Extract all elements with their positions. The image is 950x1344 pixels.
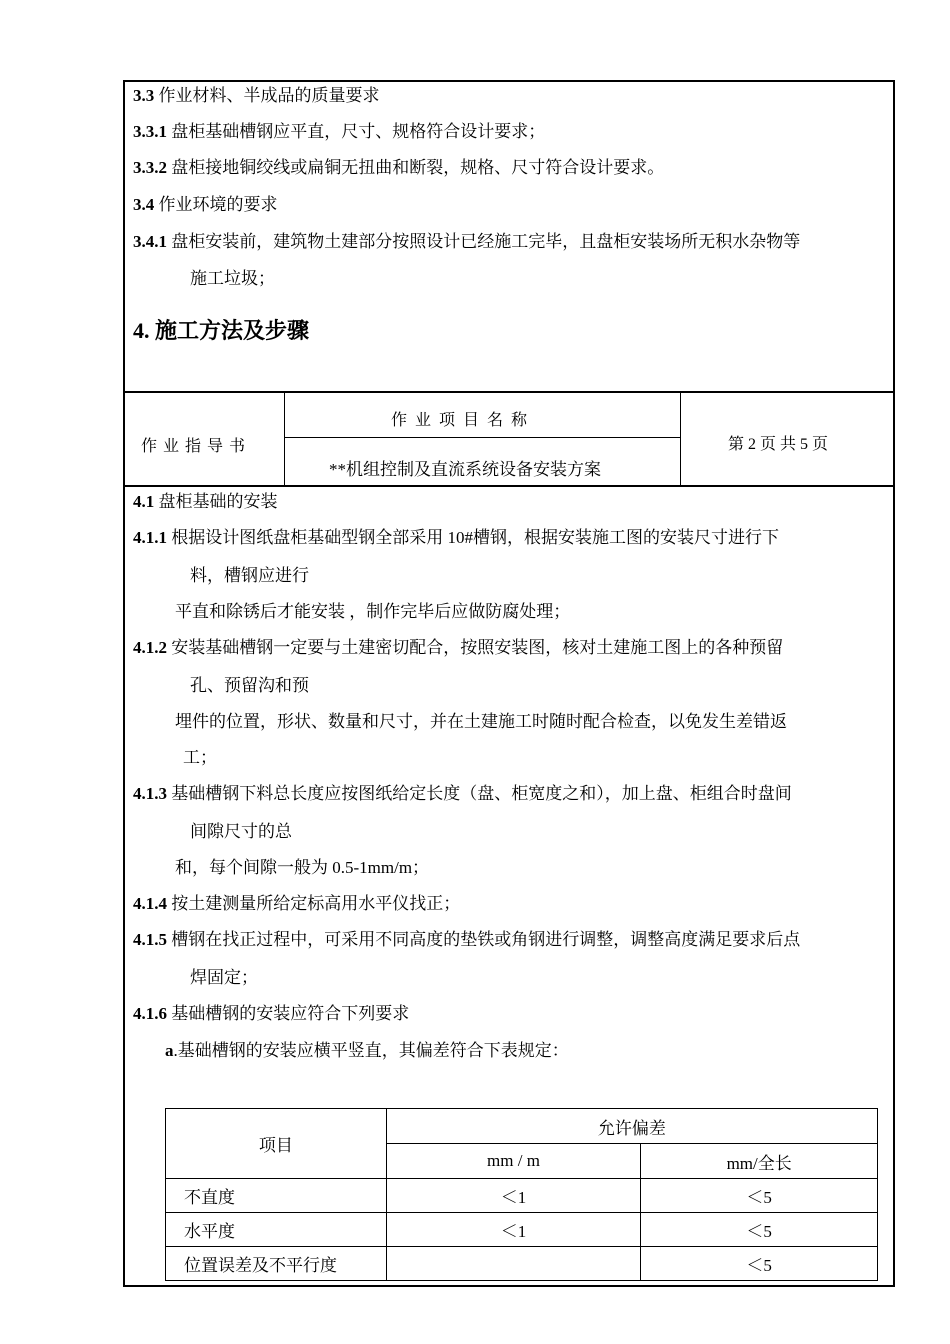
project-name-value: **机组控制及直流系统设备安装方案 — [329, 460, 601, 479]
clause-number: 3.3 — [133, 86, 155, 105]
clause-number: 3.3.1 — [133, 122, 167, 141]
clause-letter: a — [165, 1041, 174, 1060]
clause-4-1-6-a — [165, 1040, 569, 1062]
clause-text: 安装基础槽钢一定要与土建密切配合，按照安装图，核对土建施工图上的各种预留 — [167, 638, 784, 657]
table-row — [166, 1247, 878, 1281]
table-header-allowance: 允许偏差 — [386, 1109, 877, 1144]
project-name-label: 作 业 项 目 名 称 — [391, 412, 530, 429]
table-cell-full-length: ＜5 — [641, 1179, 878, 1213]
page-indicator: 第 2 页 共 5 页 — [728, 436, 829, 453]
clause-4-1-4 — [133, 893, 460, 915]
clause-text: 盘柜安装前，建筑物土建部分按照设计已经施工完毕，且盘柜安装场所无积水杂物等 — [167, 232, 801, 251]
clause-text: .基础槽钢的安装应横平竖直，其偏差符合下表规定： — [173, 1041, 569, 1060]
clause-4-1-2-continuation-2: 埋件的位置，形状、数量和尺寸，并在土建施工时随时配合检查，以免发生差错返 — [175, 712, 787, 731]
clause-text: 按土建测量所给定标高用水平仪找正； — [167, 894, 461, 913]
clause-4-1-3-continuation: 间隙尺寸的总 — [190, 822, 292, 841]
table-cell-item: 水平度 — [166, 1213, 387, 1247]
table-cell-per-meter — [386, 1247, 641, 1281]
table-header-row — [166, 1109, 878, 1144]
clause-4-1-2-continuation: 孔、预留沟和预 — [190, 676, 309, 695]
clause-text: 基础槽钢的安装应符合下列要求 — [167, 1004, 410, 1023]
table-cell-per-meter: ＜1 — [386, 1213, 641, 1247]
clause-number: 3.4 — [133, 195, 155, 214]
clause-number: 4.1.3 — [133, 784, 167, 803]
clause-text: 盘柜基础的安装 — [154, 492, 278, 511]
clause-3-3 — [133, 85, 380, 107]
clause-number: 4.1.2 — [133, 638, 167, 657]
clause-4-1-2-continuation-3: 工； — [183, 748, 217, 767]
clause-4-1-5 — [133, 929, 800, 951]
clause-3-4 — [133, 194, 278, 216]
clause-3-4-1 — [133, 231, 800, 253]
document-header — [123, 391, 895, 487]
clause-text: 盘柜接地铜绞线或扁铜无扭曲和断裂，规格、尺寸符合设计要求。 — [167, 158, 665, 177]
clause-4-1-6 — [133, 1003, 409, 1025]
table-row — [166, 1213, 878, 1247]
clause-text: 根据设计图纸盘柜基础型钢全部采用 10#槽钢，根据安装施工图的安装尺寸进行下 — [167, 528, 779, 547]
clause-4-1 — [133, 491, 278, 513]
clause-text: 作业材料、半成品的质量要求 — [154, 86, 380, 105]
clause-number: 4.1.1 — [133, 528, 167, 547]
clause-4-1-1-continuation-2: 平直和除锈后才能安装 ，制作完毕后应做防腐处理； — [175, 602, 571, 621]
table-cell-per-meter: ＜1 — [386, 1179, 641, 1213]
table-subheader-full-length: mm/全长 — [641, 1144, 878, 1179]
clause-number: 3.4.1 — [133, 232, 167, 251]
section-heading-4: 4. 施工方法及步骤 — [133, 318, 310, 343]
table-cell-item: 不直度 — [166, 1179, 387, 1213]
clause-3-3-1 — [133, 121, 545, 143]
clause-number: 4.1.4 — [133, 894, 167, 913]
table-cell-full-length: ＜5 — [641, 1247, 878, 1281]
table-cell-item: 位置误差及不平行度 — [166, 1247, 387, 1281]
clause-4-1-2 — [133, 637, 783, 659]
clause-3-4-1-continuation: 施工垃圾； — [190, 269, 275, 288]
clause-4-1-3-continuation-2: 和，每个间隙一般为 0.5-1mm/m； — [175, 858, 430, 877]
clause-text: 作业环境的要求 — [154, 195, 278, 214]
clause-number: 4.1.6 — [133, 1004, 167, 1023]
doc-type-label: 作 业 指 导 书 — [141, 438, 247, 455]
table-subheader-per-meter: mm / m — [386, 1144, 641, 1179]
clause-4-1-1 — [133, 527, 779, 549]
clause-4-1-3 — [133, 783, 792, 805]
clause-number: 4.1.5 — [133, 930, 167, 949]
clause-4-1-1-continuation: 料，槽钢应进行 — [190, 566, 309, 585]
tolerance-table — [165, 1108, 878, 1281]
clause-3-3-2 — [133, 157, 664, 179]
clause-4-1-5-continuation: 焊固定； — [190, 968, 258, 987]
table-cell-full-length: ＜5 — [641, 1213, 878, 1247]
table-header-item: 项目 — [166, 1109, 387, 1179]
clause-text: 槽钢在找正过程中，可采用不同高度的垫铁或角钢进行调整，调整高度满足要求后点 — [167, 930, 801, 949]
table-row — [166, 1179, 878, 1213]
clause-text: 盘柜基础槽钢应平直，尺寸、规格符合设计要求； — [167, 122, 546, 141]
clause-text: 基础槽钢下料总长度应按图纸给定长度（盘、柜宽度之和），加上盘、柜组合时盘间 — [167, 784, 792, 803]
clause-number: 4.1 — [133, 492, 155, 511]
clause-number: 3.3.2 — [133, 158, 167, 177]
